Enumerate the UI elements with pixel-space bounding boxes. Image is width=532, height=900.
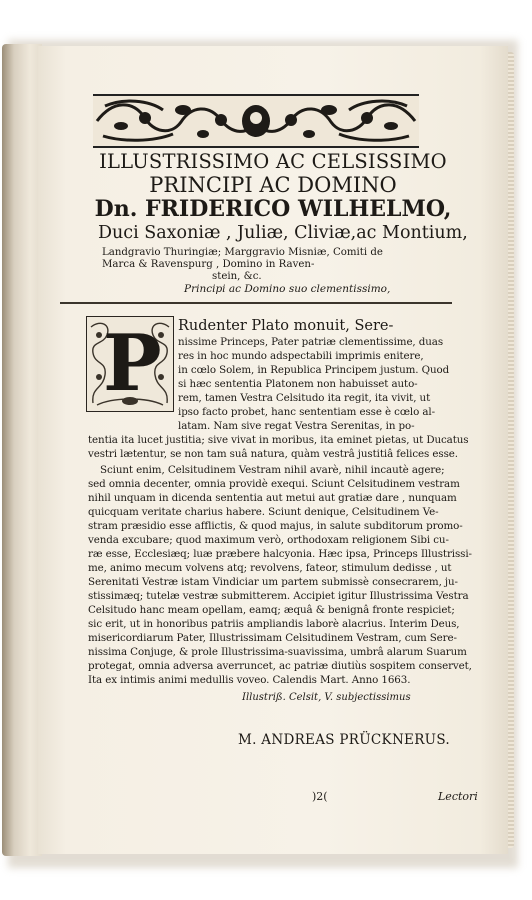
body-line: stram præsidio esse afflictis, & quod majus, in salute subditorum promo-: [88, 520, 463, 532]
signature-mark: )2(: [312, 790, 328, 803]
body-line: venda excubare; quod maximum verò, orthodoxam religionem Sibi cu-: [88, 534, 449, 546]
body-line: in cœlo Solem, in Republica Principem justum. Quod: [178, 364, 450, 376]
title-line-1: ILLUSTRISSIMO AC CELSISSIMO: [99, 150, 447, 173]
signoff-line: Illustriß. Celsit, V. subjectissimus: [242, 692, 411, 703]
body-line: misericordiarum Pater, Illustrissimam Celsitudinem Vestram, cum Sere-: [88, 632, 457, 644]
body-line: vestri lætentur, se non tam suâ natura, quàm vestrâ justitiâ felices esse.: [88, 448, 458, 460]
horizontal-rule: [60, 302, 452, 304]
body-line: protegat, omnia adversa averruncet, ac patriæ diutiùs sospitem conservet,: [88, 660, 472, 672]
body-line: Serenitati Vestræ istam Vindiciar um partem submissè consecrarem, ju-: [88, 576, 458, 588]
decorated-initial: [86, 316, 174, 412]
title-line-4: Duci Saxoniæ , Juliæ, Cliviæ,ac Montium,: [98, 223, 468, 243]
title-small-3: stein, &c.: [212, 271, 262, 282]
body-line: sed omnia decenter, omnia providè exequi. Sciunt Celsitudinem vestram: [88, 478, 460, 490]
body-line: sic erit, ut in honoribus patriis ampliandis laborè alacrius. Interim Deus,: [88, 618, 460, 630]
title-small-2: Marca & Ravenspurg , Domino in Raven-: [102, 259, 315, 270]
body-line: me, animo mecum volvens atq; revolvens, fateor, stimulum dedisse , ut: [88, 562, 452, 574]
catchword: Lectori: [438, 790, 478, 803]
body-line: Celsitudo hanc meam opellam, eamq; æquâ & benignâ fronte respiciet;: [88, 604, 455, 616]
body-line: ræ esse, Ecclesiæq; luæ præbere halcyonia. Hæc ipsa, Princeps Illustrissi-: [88, 548, 472, 560]
title-small-1: Landgravio Thuringiæ; Marggravio Misniæ, Comiti de: [102, 247, 383, 258]
body-line: quicquam veritate charius habere. Sciunt denique, Celsitudinem Ve-: [88, 506, 439, 518]
body-line: res in hoc mundo adspectabili imprimis enitere,: [178, 350, 424, 362]
initial-letter: P: [103, 318, 162, 409]
title-line-3: Dn. FRIDERICO WILHELMO,: [94, 196, 452, 222]
body-line: rem, tamen Vestra Celsitudo ita regit, ita vivit, ut: [178, 392, 431, 404]
body-line: si hæc sententia Platonem non habuisset auto-: [178, 378, 418, 390]
body-line: nihil unquam in dicenda sententia aut metui aut gratiæ dare , nunquam: [88, 492, 457, 504]
ornamental-headpiece: [93, 94, 419, 148]
body-line: Ita ex intimis animi medullis voveo. Calendis Mart. Anno 1663.: [88, 674, 411, 686]
book-binding: [2, 44, 42, 856]
opening-words: Rudenter Plato monuit, Sere-: [178, 318, 394, 334]
title-line-2: PRINCIPI AC DOMINO: [149, 173, 397, 197]
book-page: [38, 46, 508, 854]
body-line: nissima Conjuge, & prole Illustrissima-suavissima, umbrâ alarum Suarum: [88, 646, 467, 658]
author-name: M. ANDREAS PRÜCKNERUS.: [238, 732, 451, 748]
body-line: tentia ita lucet justitia; sive vivat in moribus, ita eminet pietas, ut Ducatus: [88, 434, 469, 446]
body-line: ipso facto probet, hanc sententiam esse è cœlo al-: [178, 406, 435, 418]
body-line: nissime Princeps, Pater patriæ clementissime, duas: [178, 336, 444, 348]
body-line: Sciunt enim, Celsitudinem Vestram nihil avarè, nihil incautè agere;: [100, 464, 445, 476]
body-line: latam. Nam sive regat Vestra Serenitas, in po-: [178, 420, 415, 432]
body-line: stissimæq; tutelæ vestræ submitterem. Accipiet igitur Illustrissima Vestra: [88, 590, 469, 602]
dedication-line: Principi ac Domino suo clementissimo,: [184, 283, 391, 295]
